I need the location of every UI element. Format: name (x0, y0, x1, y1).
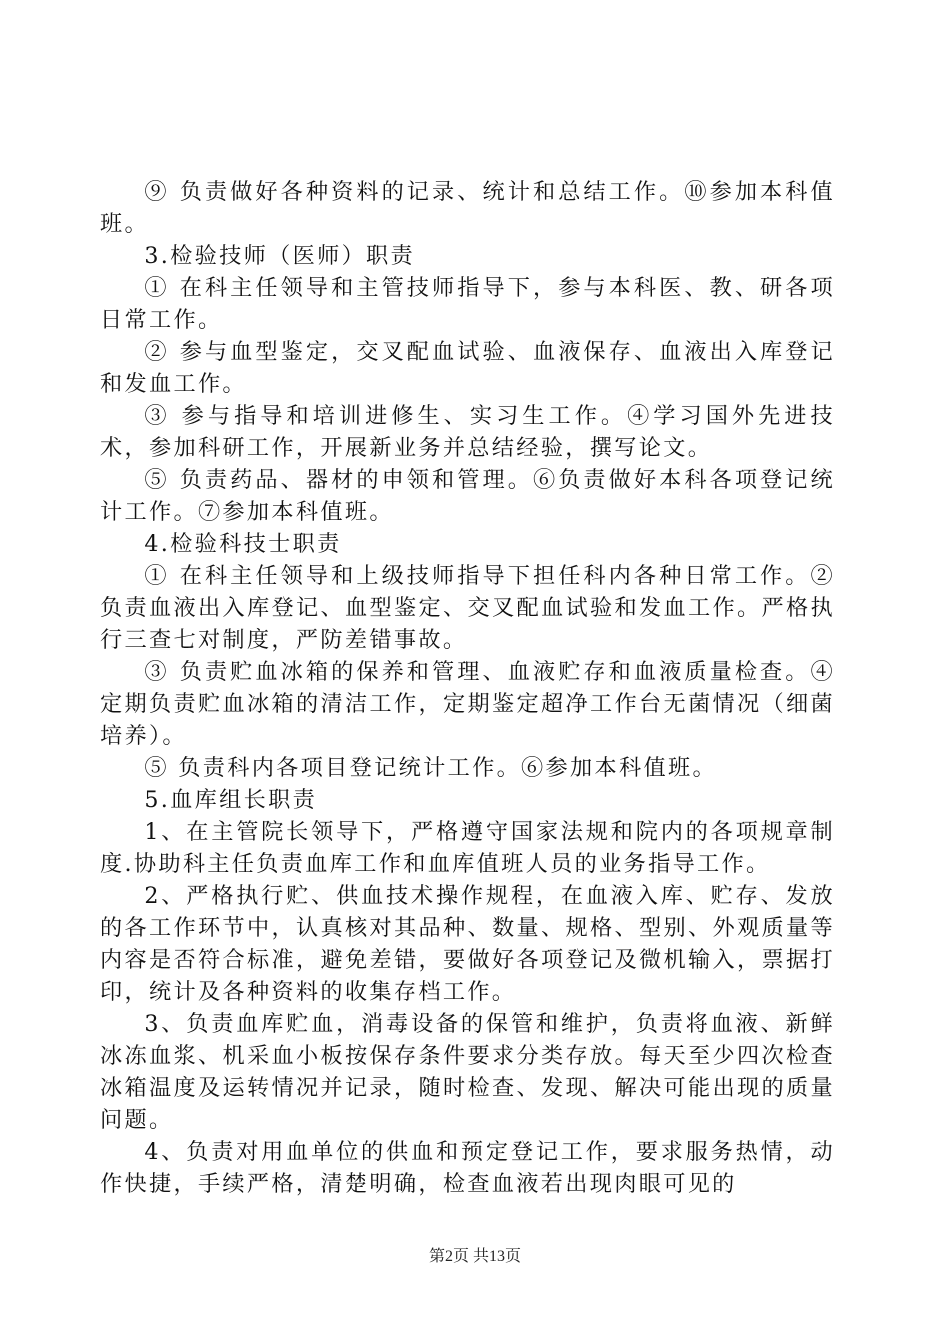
paragraph: ⑤ 负责科内各项目登记统计工作。⑥参加本科值班。 (144, 755, 717, 781)
section-heading: 5.血库组长职责 (144, 787, 318, 813)
paragraph: ③ 负责贮血冰箱的保养和管理、血液贮存和血液质量检查。④定期负责贮血冰箱的清洁工作，定期鉴定超净工作台无菌情况（细菌培养）。 (100, 659, 835, 749)
paragraph: 2、严格执行贮、供血技术操作规程，在血液入库、贮存、发放的各工作环节中，认真核对其品种、数量、规格、型别、外观质量等内容是否符合标准，避免差错，要做好各项登记及微机输入，票据打印，统计及各种资料的收集存档工作。 (100, 883, 835, 1005)
paragraph: 4、负责对用血单位的供血和预定登记工作，要求服务热情，动作快捷，手续严格，清楚明确，检查血液若出现肉眼可见的 (100, 1139, 835, 1197)
paragraph: ① 在科主任领导和主管技师指导下，参与本科医、教、研各项日常工作。 (100, 275, 835, 333)
section-heading: 4.检验科技士职责 (144, 531, 342, 557)
section-heading: 3.检验技师（医师）职责 (144, 243, 416, 269)
paragraph: 3、负责血库贮血，消毒设备的保管和维护，负责将血液、新鲜冰冻血浆、机采血小板按保存条件要求分类存放。每天至少四次检查冰箱温度及运转情况并记录，随时检查、发现、解决可能出现的质量问题。 (100, 1011, 835, 1133)
paragraph: ② 参与血型鉴定，交叉配血试验、血液保存、血液出入库登记和发血工作。 (100, 339, 835, 397)
paragraph: ⑨ 负责做好各种资料的记录、统计和总结工作。⑩参加本科值班。 (100, 179, 835, 237)
paragraph: ⑤ 负责药品、器材的申领和管理。⑥负责做好本科各项登记统计工作。⑦参加本科值班。 (100, 467, 835, 525)
page-number-footer: 第2页 共13页 (428, 1248, 521, 1265)
document-body (100, 176, 835, 1200)
paragraph: ③ 参与指导和培训进修生、实习生工作。④学习国外先进技术，参加科研工作，开展新业务并总结经验，撰写论文。 (100, 403, 835, 461)
paragraph: ① 在科主任领导和上级技师指导下担任科内各种日常工作。②负责血液出入库登记、血型鉴定、交叉配血试验和发血工作。严格执行三查七对制度，严防差错事故。 (100, 563, 835, 653)
paragraph: 1、在主管院长领导下，严格遵守国家法规和院内的各项规章制度.协助科主任负责血库工作和血库值班人员的业务指导工作。 (100, 819, 835, 877)
